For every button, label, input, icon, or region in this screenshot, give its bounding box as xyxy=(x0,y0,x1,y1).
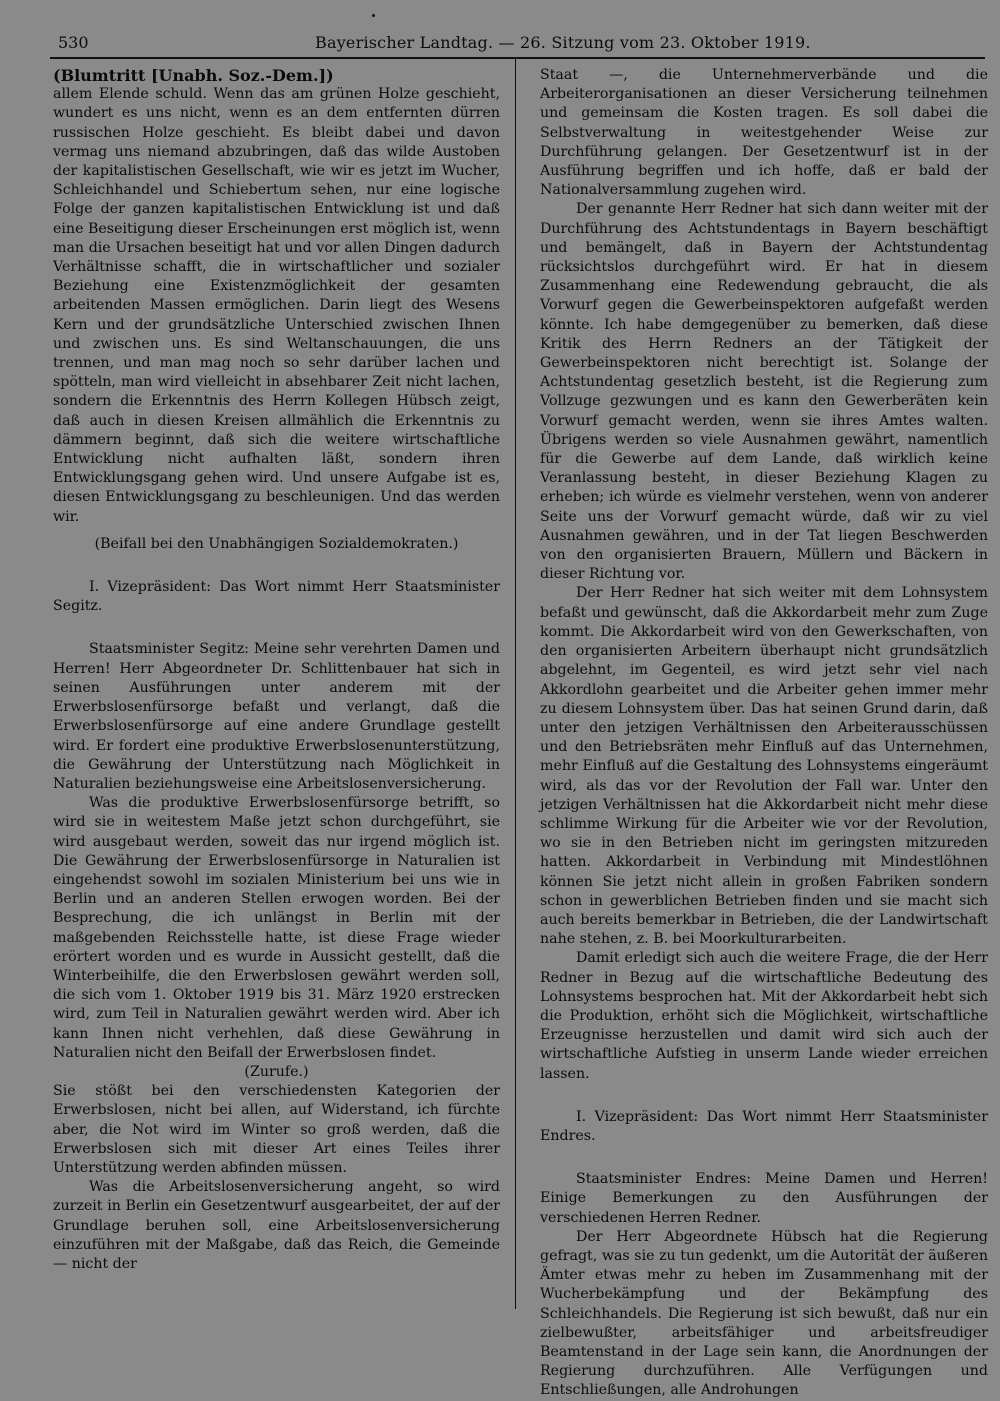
page-number: 530 xyxy=(58,33,89,52)
paragraph: Staatsminister Segitz: Meine sehr verehrten Damen und Herren! Herr Abgeordneter Dr. Schlittenbauer hat sich in seinen Ausführungen unter anderem mit der Erwerbslosenfürsorge befaßt und verlangt, daß die Erwerbslosenfürsorge auf eine andere Grundlage gestellt wird. Er fordert eine produktive Erwerbslosenunterstützung, die Gewährung der Unterstützung nach Möglichkeit in Naturalien beziehungsweise eine Arbeitslosenversicherung. xyxy=(53,641,500,792)
paragraph: Der Herr Abgeordnete Hübsch hat die Regierung gefragt, was sie zu tun gedenkt, um die Autorität der äußeren Ämter etwas mehr zu heben im Zusammenhang mit der Wucherbekämpfung und der Bekämpfung des Schleichhandels. Die Regierung ist sich bewußt, daß nur ein zielbewußter, arbeitsfähiger und arbeitsfreudiger Beamtenstand in der Lage sein kann, die Anordnungen der Regierung durchzuführen. Alle Verfügungen und Entschließungen, alle Androhungen xyxy=(540,1228,988,1399)
applause-note: (Beifall bei den Unabhängigen Sozialdemokraten.) xyxy=(94,535,459,552)
paragraph: Der genannte Herr Redner hat sich dann weiter mit der Durchführung des Achtstundentags in Bayern beschäftigt und bemängelt, daß in Bayern der Achtstundentag rücksichtslos durchgeführt wird. Er hat in diesem Zusammenhang eine Redewendung gebraucht, die als Vorwurf gegen die Gewerbeinspektoren aufgefaßt werden könnte. Ich habe demgegenüber zu bemerken, daß diese Kritik des Herrn Redners an der Tätigkeit der Gewerbeinspektoren nicht berechtigt ist. Solange der Achtstundentag gesetzlich besteht, ist die Regierung zum Vollzuge gezwungen und es kann den Gewerberäten kein Vorwurf gemacht werden, wenn sie ihres Amtes walten. Übrigens werden so viele Ausnahmen gewährt, namentlich für die Gewerbe auf dem Lande, daß wirklich keine Veranlassung besteht, in dieser Beziehung Klagen zu erheben; ich würde es vielmehr verstehen, wenn von anderer Seite uns der Vorwurf gemacht würde, daß wir zu viel Ausnahmen gewähren, und in der Tat liegen Beschwerden von den organisierten Brauern, Müllern und Bäckern in dieser Richtung vor. xyxy=(540,201,988,583)
paragraph: Staat —, die Unternehmerverbände und die Arbeiterorganisationen an dieser Versicherung teilnehmen und gemeinsam die Kosten tragen. Es soll dabei die Selbstverwaltung in weitestgehender Weise zur Durchführung gelangen. Der Gesetzentwurf ist in der Ausführung begriffen und ich hoffe, daß er bald der Nationalversammlung zugehen wird. xyxy=(540,67,988,199)
header-rule xyxy=(50,57,985,59)
vice-president-statement: I. Vizepräsident: Das Wort nimmt Herr Staatsminister Endres. xyxy=(540,1108,988,1144)
paragraph: allem Elende schuld. Wenn das am grünen Holze geschieht, wundert es uns nicht, wenn es an dem entfernten dürren russischen Holze geschieht. Es bleibt dabei und davon vermag uns niemand abzubringen, daß das wilde Austoben der kapitalistischen Gesellschaft, wie wir es jetzt im Wucher, Schleichhandel und Schiebertum sehen, nur eine logische Folge der ganzen kapitalistischen Entwicklung ist und daß eine Beseitigung dieser Erscheinungen erst möglich ist, wenn man die Ursachen beseitigt hat und vor allen Dingen dadurch Verhältnisse schafft, die in wirtschaftlicher und sozialer Beziehung eine Existenzmöglichkeit der gesamten arbeitenden Massen ermöglichen. Darin liegt des Wesens Kern und der grundsätzliche Unterschied zwischen Ihnen und zwischen uns. Es sind Weltanschauungen, die uns trennen, und man mag noch so sehr darüber lachen und spötteln, man wird vielleicht in absehbarer Zeit nicht lachen, sondern die Erkenntnis des Herrn Kollegen Hübsch zeigt, daß auch in diesen Kreisen allmählich die Erkenntnis zu dämmern beginnt, daß sich die weitere wirtschaftliche Entwicklung nicht aufhalten läßt, sondern ihren Entwicklungsgang gehen wird. Und unsere Aufgabe ist es, diesen Entwicklungsgang zu beschleunigen. Und das werden wir. xyxy=(53,86,500,525)
paragraph: Damit erledigt sich auch die weitere Frage, die der Herr Redner in Bezug auf die wirtschaftliche Bedeutung des Lohnsystems besprochen hat. Mit der Akkordarbeit hebt sich die Produktion, erhöht sich die Möglichkeit, wirtschaftliche Erzeugnisse herzustellen und damit wird sich auch der wirtschaftliche Aufstieg in unserm Lande wieder erreichen lassen. xyxy=(540,950,988,1082)
printer-mark xyxy=(372,14,375,17)
right-column xyxy=(540,66,988,1401)
running-head: Bayerischer Landtag. — 26. Sitzung vom 23. Oktober 1919. xyxy=(315,33,811,52)
paragraph: Sie stößt bei den verschiedensten Kategorien der Erwerbslosen, nicht bei allen, auf Widerstand, ich fürchte aber, die Not wird im Winter so groß werden, daß die Erwerbslosen sich mit dieser Art eines Teiles ihrer Unterstützung werden abfinden müssen. xyxy=(53,1083,500,1176)
paragraph: Was die Arbeitslosenversicherung angeht, so wird zurzeit in Berlin ein Gesetzentwurf ausgearbeitet, der auf der Grundlage beruhen soll, eine Arbeitslosenversicherung einzuführen mit der Maßgabe, daß das Reich, die Gemeinde — nicht der xyxy=(53,1179,500,1272)
speaker-heading: (Blumtritt [Unabh. Soz.-Dem.]) xyxy=(53,66,334,85)
column-divider xyxy=(515,59,516,1309)
paragraph: Staatsminister Endres: Meine Damen und Herren! Einige Bemerkungen zu den Ausführungen der verschiedenen Herren Redner. xyxy=(540,1171,988,1226)
paragraph: Was die produktive Erwerbslosenfürsorge betrifft, so wird sie in weitestem Maße jetzt schon durchgeführt, sie wird ausgebaut werden, soweit das nur irgend möglich ist. Die Gewährung der Erwerbslosenfürsorge in Naturalien ist eingehendst sowohl im sozialen Ministerium bei uns wie in Berlin und an anderen Stellen erwogen worden. Bei der Besprechung, die ich unlängst in Berlin mit der maßgebenden Reichsstelle hatte, ist diese Frage wieder erörtert worden und es wurde in Aussicht gestellt, daß die Winterbeihilfe, die den Erwerbslosen gewährt werden soll, die sich vom 1. Oktober 1919 bis 31. März 1920 erstrecken wird, zum Teil in Naturalien gewährt werden wird. Aber ich kann Ihnen nicht verhehlen, daß diese Gewährung in Naturalien nicht den Beifall der Erwerbslosen findet. xyxy=(53,795,500,1061)
left-column xyxy=(53,66,500,1274)
vice-president-statement: I. Vizepräsident: Das Wort nimmt Herr Staatsminister Segitz. xyxy=(53,579,500,615)
paragraph: Der Herr Redner hat sich weiter mit dem Lohnsystem befaßt und gewünscht, daß die Akkordarbeit mehr zum Zuge kommt. Die Akkordarbeit wird von den Gewerkschaften, von den organisierten Arbeitern überhaupt nicht grundsätzlich abgelehnt, im Gegenteil, es wird jetzt sehr viel nach Akkordlohn gearbeitet und die Arbeiter gehen immer mehr zu diesem Lohnsystem über. Das hat seinen Grund darin, daß unter den jetzigen Verhältnissen den Arbeiterausschüssen und den Betriebsräten mehr Einfluß auf das Unternehmen, mehr Einfluß auf die Gestaltung des Lohnsystems eingeräumt wird, als das vor der Revolution der Fall war. Unter den jetzigen Verhältnissen hat die Akkordarbeit nicht mehr diese schlimme Wirkung für die Arbeiter wie vor der Revolution, wo sie in den Betrieben nicht im geringsten mitzureden hatten. Akkordarbeit in Verbindung mit Mindestlöhnen können Sie jetzt nicht allein in großen Fabriken sondern schon in gewerblichen Betrieben finden und sie macht sich auch bereits bemerkbar in Betrieben, die der Landwirtschaft nahe stehen, z. B. bei Moorkulturarbeiten. xyxy=(540,585,988,948)
page-header xyxy=(50,32,985,56)
interjection-note: (Zurufe.) xyxy=(244,1063,309,1080)
